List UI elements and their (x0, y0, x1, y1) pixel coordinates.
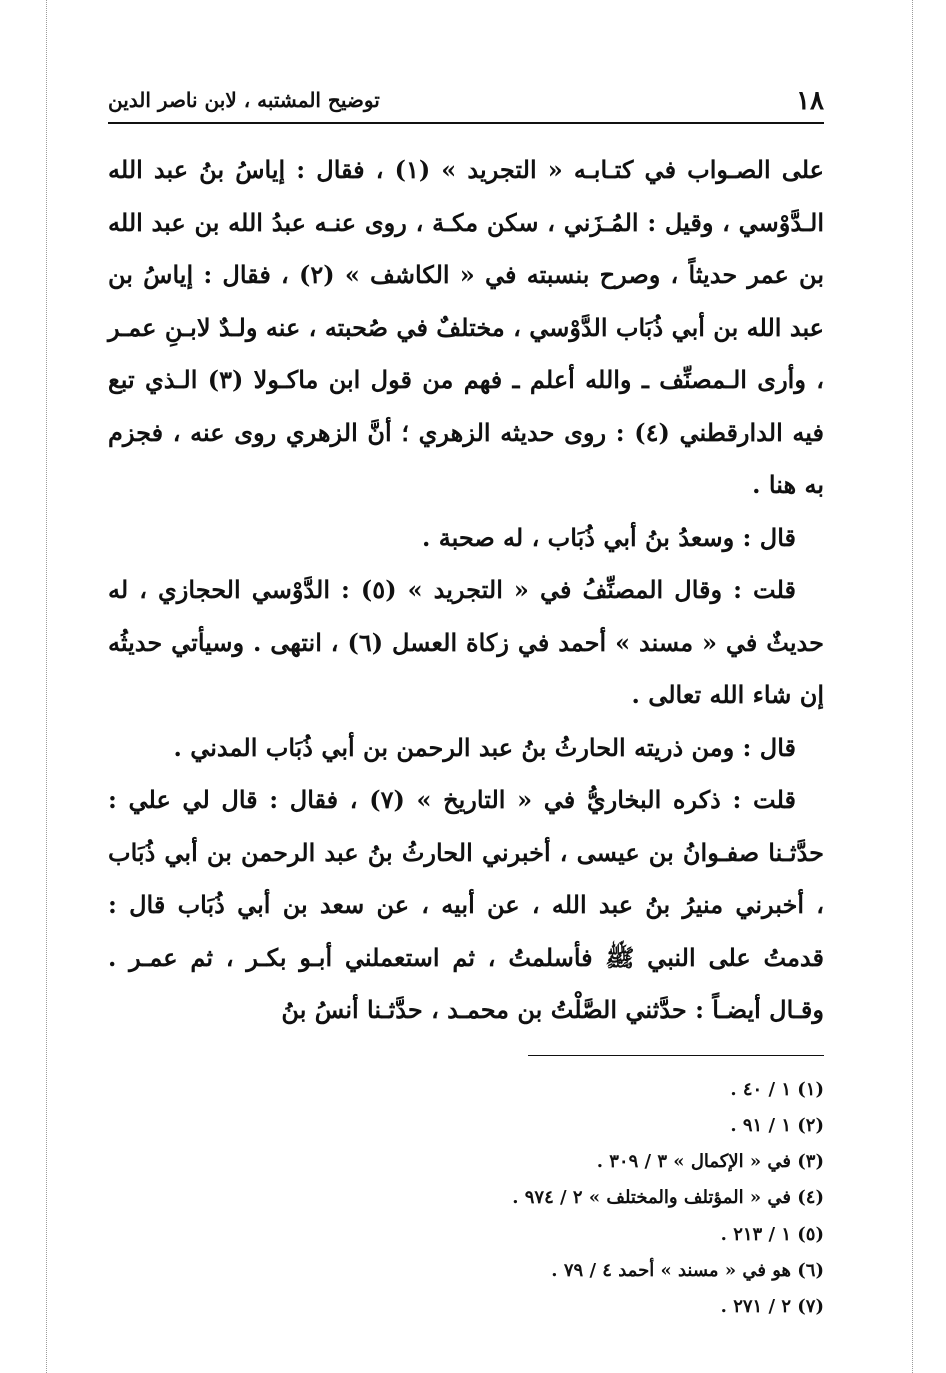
running-title: توضيح المشتبه ، لابن ناصر الدين (108, 88, 380, 112)
book-page (108, 80, 824, 1320)
scan-edge-right (912, 0, 913, 1373)
paragraph-2: قال : وسعدُ بنُ أبي ذُبَاب ، له صحبة . (422, 522, 796, 552)
paragraph-3: قلت : وقال المصنِّفُ في « التجريد » (٥) : الدَّوْسي الحجازي ، له حديثٌ في « مسند » أحمد في زكاة العسل (٦) ، انتهى . وسيأتي حديثُه إن شاء الله تعالى . (108, 575, 824, 709)
footnotes (108, 1072, 824, 1326)
page-number: ١٨ (796, 86, 824, 116)
page-header (108, 80, 824, 124)
main-text (108, 144, 824, 1037)
footnote-5: (٥) ١ / ٢١٣ . (720, 1223, 824, 1245)
footnote-7: (٧) ٢ / ٢٧١ . (720, 1296, 824, 1318)
scan-edge-left (46, 0, 47, 1373)
paragraph-5: قلت : ذكره البخاريُّ في « التاريخ » (٧) ، فقال : قال لي علي : حدَّثـنا صفـوانُ بن عيسى ، أخبرني الحارثُ بنُ عبد الرحمن بن أبي ذُبَاب ، أخبرني منيرُ بنُ عبد الله ، عن أبيه ، عن سعد بن أبي ذُبَاب قال : قدمتُ على النبي ﷺ فأسلمتُ ، ثم استعملني أبـو بكـر ، ثم عمـر . وقـال أيضـاً : حدَّثني الصَّلْتُ بن محمـد ، حدَّثـنا أنسُ بنُ (108, 785, 824, 1024)
footnote-1: (١) ١ / ٤٠ . (730, 1078, 824, 1100)
footnote-4: (٤) في « المؤتلف والمختلف » ٢ / ٩٧٤ . (512, 1187, 824, 1209)
footnote-3: (٣) في « الإكمال » ٣ / ٣٠٩ . (596, 1151, 824, 1173)
paragraph-1: على الصـواب في كتـابـه « التجريد » (١) ، فقال : إياسُ بنُ عبد الله الـدَّوْسي ، وقيل : المُـزَني ، سكن مكـة ، روى عنـه عبدُ الله بن عبد الله بن عمر حديثاً ، وصرح بنسبته في « الكاشف » (٢) ، فقال : إياسُ بن عبد الله بن أبي ذُبَاب الدَّوْسي ، مختلفٌ في صُحبته ، عنه ولـدٌ لابـنِ عمـر ، وأرى الـمصنِّف ـ والله أعلم ـ فهم من قول ابن ماكـولا (٣) الـذي تبع فيه الدارقطني (٤) : روى حديثه الزهري ؛ أنَّ الزهري روى عنه ، فجزم به هنا . (108, 155, 825, 499)
paragraph-4: قال : ومن ذريته الحارثُ بنُ عبد الرحمن بن أبي ذُبَاب المدني . (173, 732, 796, 762)
footnote-6: (٦) هو في « مسند » أحمد ٤ / ٧٩ . (551, 1259, 824, 1281)
footnote-2: (٢) ١ / ٩١ . (730, 1114, 824, 1136)
footnote-separator (528, 1055, 824, 1056)
